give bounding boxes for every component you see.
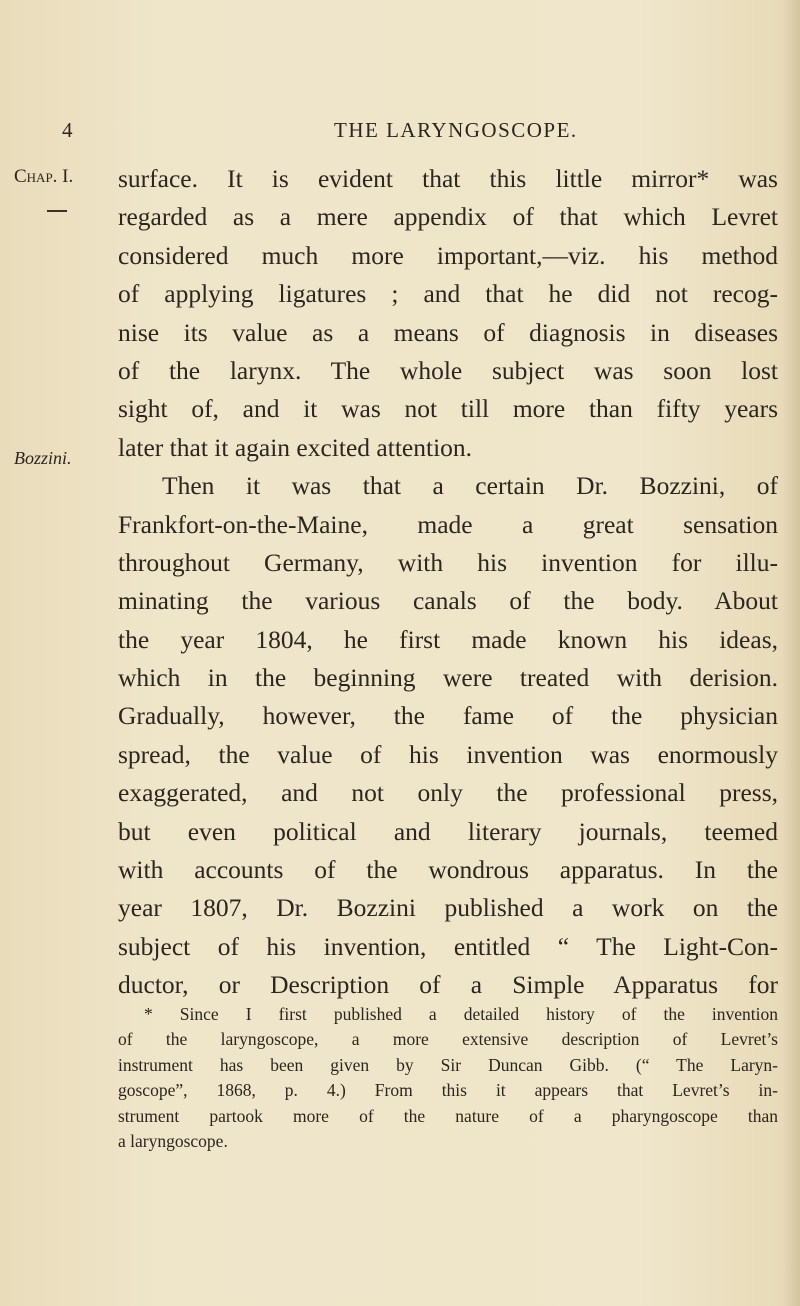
body-line: year 1807, Dr. Bozzini published a work on the [118, 893, 778, 923]
body-line: of applying ligatures ; and that he did not recog- [118, 279, 778, 309]
body-line: minating the various canals of the body. About [118, 586, 778, 616]
chapter-divider [47, 210, 67, 212]
body-line: which in the beginning were treated with derision. [118, 663, 778, 693]
body-line: sight of, and it was not till more than fifty years [118, 394, 778, 424]
footnote-line: goscope”, 1868, p. 4.) From this it appears that Levret’s in- [118, 1080, 778, 1101]
body-text [118, 160, 778, 1005]
bozzini-margin-note: Bozzini. [14, 448, 72, 468]
body-line: ductor, or Description of a Simple Apparatus for [118, 970, 778, 1000]
body-line: regarded as a mere appendix of that which Levret [118, 202, 778, 232]
body-line: throughout Germany, with his invention for illu- [118, 547, 778, 577]
body-line: surface. It is evident that this little mirror* was [118, 164, 778, 193]
body-line: of the larynx. The whole subject was soon lost [118, 355, 778, 385]
body-line: with accounts of the wondrous apparatus. In the [118, 855, 778, 885]
footnote-line: a laryngoscope. [118, 1130, 228, 1151]
footnote [118, 1002, 778, 1154]
page-number: 4 [62, 118, 74, 142]
body-line: nise its value as a means of diagnosis in diseases [118, 317, 778, 347]
chapter-margin-label: Chap. I. [14, 166, 74, 187]
footnote-line: * Since I first published a detailed history of the invention [144, 1004, 778, 1024]
body-line: exaggerated, and not only the professional press, [118, 778, 778, 808]
footnote-line: strument partook more of the nature of a pharyngoscope than [118, 1105, 778, 1126]
body-line: the year 1804, he first made known his ideas, [118, 624, 778, 654]
body-line: later that it again excited attention. [118, 432, 473, 462]
body-line: Then it was that a certain Dr. Bozzini, of [162, 471, 778, 501]
running-head [62, 118, 682, 146]
page-title: THE LARYNGOSCOPE. [334, 118, 578, 142]
body-line: spread, the value of his invention was enormously [118, 739, 778, 769]
body-line: Gradually, however, the fame of the physician [118, 701, 778, 731]
page-edge-shadow [782, 0, 800, 1306]
body-line: subject of his invention, entitled “ The Light-Con- [118, 931, 778, 961]
body-line: but even political and literary journals, teemed [118, 816, 778, 846]
body-line: Frankfort-on-the-Maine, made a great sensation [118, 509, 778, 539]
footnote-line: of the laryngoscope, a more extensive description of Levret’s [118, 1029, 778, 1050]
footnote-line: instrument has been given by Sir Duncan Gibb. (“ The Laryn- [118, 1054, 778, 1075]
body-line: considered much more important,—viz. his method [118, 240, 778, 270]
